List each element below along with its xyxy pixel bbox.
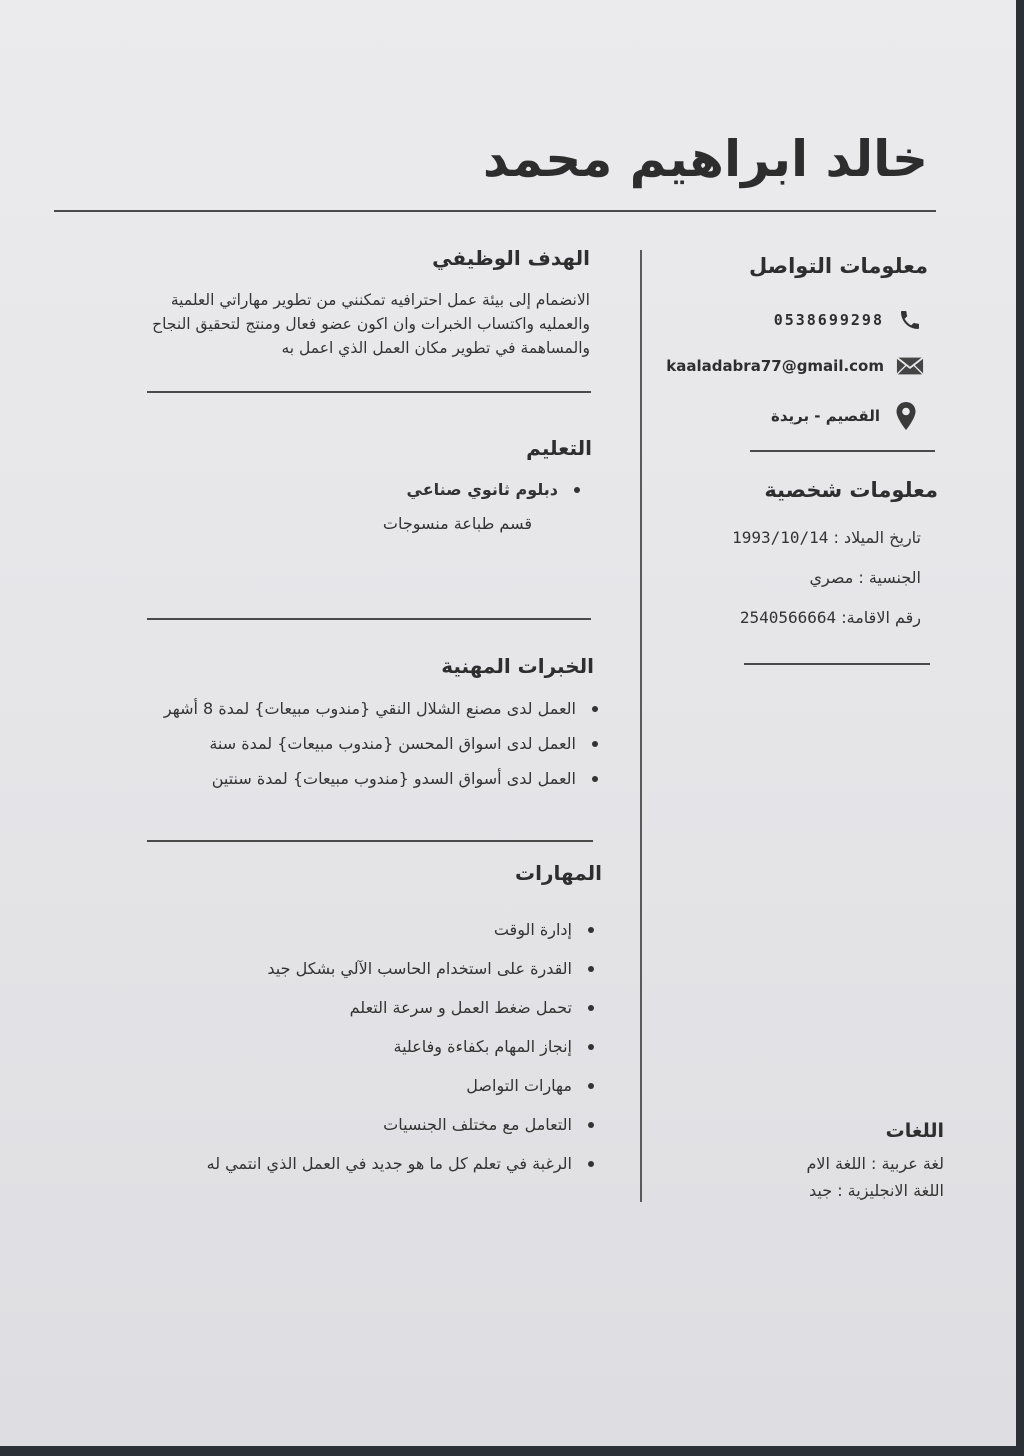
iqama-label: رقم الاقامة:: [841, 608, 921, 627]
page-title: خالد ابراهيم محمد: [482, 130, 928, 188]
nationality-label: الجنسية :: [858, 568, 921, 587]
personal-divider: [744, 663, 930, 665]
experience-item: العمل لدى أسواق السدو {مندوب مبيعات} لمدة سنتين: [78, 769, 598, 788]
contact-phone: [774, 306, 924, 334]
education-degree: دبلوم ثانوي صناعي: [280, 480, 580, 499]
education-divider: [147, 618, 591, 620]
map-pin-icon: [892, 402, 920, 430]
iqama-value: 2540566664: [739, 608, 837, 627]
birth-date-line: [621, 528, 921, 547]
location-text: القصيم - بريدة: [770, 407, 880, 425]
skills-heading: المهارات: [515, 861, 602, 885]
experience-heading: الخبرات المهنية: [441, 654, 594, 678]
objective-line: والمساهمة في تطوير مكان العمل الذي اعمل به: [281, 339, 590, 357]
experience-item: العمل لدى اسواق المحسن {مندوب مبيعات} لمدة سنة: [78, 734, 598, 753]
skill-item: إدارة الوقت: [54, 920, 594, 939]
birth-date-label: تاريخ الميلاد :: [833, 528, 921, 547]
contact-email: [666, 352, 924, 380]
objective-heading: الهدف الوظيفي: [432, 246, 590, 270]
objective-divider: [147, 391, 591, 393]
nationality-value: مصري: [809, 568, 854, 587]
skill-item: القدرة على استخدام الحاسب الآلي بشكل جيد: [54, 959, 594, 978]
skill-item: تحمل ضغط العمل و سرعة التعلم: [54, 998, 594, 1017]
education-department: قسم طباعة منسوجات: [382, 514, 532, 533]
language-arabic: لغة عربية : اللغة الام: [806, 1154, 944, 1173]
experience-item: العمل لدى مصنع الشلال النقي {مندوب مبيعات} لمدة 8 أشهر: [78, 699, 598, 718]
experience-list: [78, 699, 598, 788]
personal-heading: معلومات شخصية: [764, 478, 938, 502]
objective-line: الانضمام إلى بيئة عمل احترافيه تمكنني من تطوير مهاراتي العلمية: [170, 291, 590, 309]
education-heading: التعليم: [526, 436, 592, 460]
contact-heading: معلومات التواصل: [749, 254, 928, 278]
objective-line: والعمليه واكتساب الخبرات وان اكون عضو فعال ومنتج لتحقيق النجاح: [152, 315, 590, 333]
birth-date-value: 1993/10/14: [732, 528, 829, 547]
skills-list: [54, 920, 594, 1173]
contact-divider: [750, 450, 935, 452]
language-english: اللغة الانجليزية : جيد: [808, 1181, 944, 1200]
contact-location: [771, 402, 920, 430]
experience-divider: [147, 840, 593, 842]
education-list: [280, 480, 580, 499]
iqama-line: [621, 608, 921, 627]
phone-icon: [896, 306, 924, 334]
skill-item: الرغبة في تعلم كل ما هو جديد في العمل الذي انتمي له: [54, 1154, 594, 1173]
nationality-line: [621, 568, 921, 587]
envelope-icon: [896, 352, 924, 380]
column-divider: [640, 250, 642, 1202]
objective-text: [110, 288, 590, 360]
skill-item: إنجاز المهام بكفاءة وفاعلية: [54, 1037, 594, 1056]
phone-number: 0538699298: [773, 311, 884, 329]
languages-heading: اللغات: [885, 1120, 944, 1142]
email-address: kaaladabra77@gmail.com: [666, 357, 884, 375]
skill-item: مهارات التواصل: [54, 1076, 594, 1095]
skill-item: التعامل مع مختلف الجنسيات: [54, 1115, 594, 1134]
title-divider: [54, 210, 936, 212]
